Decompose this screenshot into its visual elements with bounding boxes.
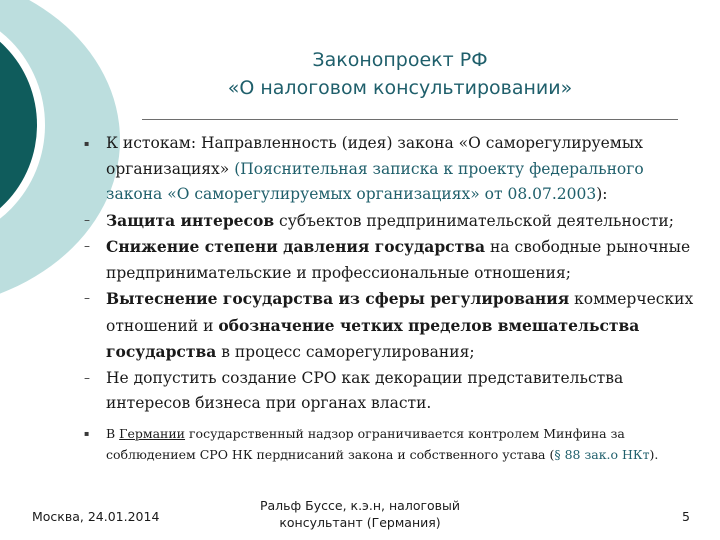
list-item-text	[106, 238, 690, 282]
body-text: ).	[649, 446, 659, 462]
footer-author-line-2: консультант (Германия)	[279, 515, 441, 530]
footer-author-line-1: Ральф Буссе, к.э.н, налоговый	[259, 498, 461, 513]
body-text: Не допустить создание СРО как декорации представительства интересов бизнеса при органах власти.	[106, 368, 624, 412]
list-item	[84, 286, 696, 366]
body-text: коммерческих отношений и	[106, 290, 694, 335]
emphasis-text: Вытеснение государства из сферы регулирования	[106, 289, 570, 308]
body-text: государственный надзор ограничивается контролем Минфина за соблюдением СРО НК перднисаний закона и собственного устава (	[106, 425, 625, 462]
list-item	[84, 423, 696, 465]
body-text: К истокам: Направленность (идея) закона «О саморегулируемых организациях»	[106, 134, 643, 178]
bullet-square-icon: ▪	[84, 139, 90, 148]
body-text: в процесс саморегулирования;	[216, 343, 475, 361]
list-item	[84, 234, 696, 286]
list-item-text	[106, 426, 658, 462]
body-text: субъектов предпринимательской деятельности;	[274, 211, 674, 230]
list-item-text	[106, 369, 623, 413]
list-item	[84, 366, 696, 417]
bullet-dash-icon: –	[84, 370, 90, 385]
emphasis-text: Снижение степени давления государства	[106, 237, 486, 256]
list-item-text	[106, 134, 644, 203]
underlined-text: Германии	[119, 425, 186, 441]
body-text: на свободные рыночные предпринимательские и профессиональные отношения;	[106, 238, 691, 282]
list-item	[84, 208, 696, 235]
reference-text: § 88 зак.о НКт	[554, 446, 650, 462]
title-line-1: Законопроект РФ	[312, 49, 488, 71]
title-line-2: «О налоговом консультировании»	[227, 77, 573, 99]
page-number: 5	[682, 509, 690, 524]
list-item-text	[106, 212, 674, 230]
emphasis-text: Защита интересов	[106, 210, 275, 230]
bullet-dash-icon: –	[84, 239, 90, 253]
footer-date: Москва, 24.01.2014	[32, 509, 160, 524]
bullet-list	[84, 131, 696, 465]
emphasis-text: обозначение четких пределов вмешательства государства	[106, 315, 640, 361]
list-item-text	[106, 290, 693, 361]
title-divider	[142, 119, 678, 120]
footer-author	[220, 497, 500, 531]
body-text: В	[106, 425, 120, 441]
bullet-dash-icon: –	[84, 212, 90, 227]
reference-text: (Пояснительная записка к проекту федерального закона «О саморегулируемых организациях» от 08.07.2003	[106, 159, 644, 203]
slide-title	[130, 46, 670, 102]
bullet-dash-icon: –	[84, 291, 90, 305]
list-item	[84, 131, 696, 208]
body-text: ):	[596, 185, 608, 203]
bullet-square-icon: ▪	[84, 428, 90, 438]
